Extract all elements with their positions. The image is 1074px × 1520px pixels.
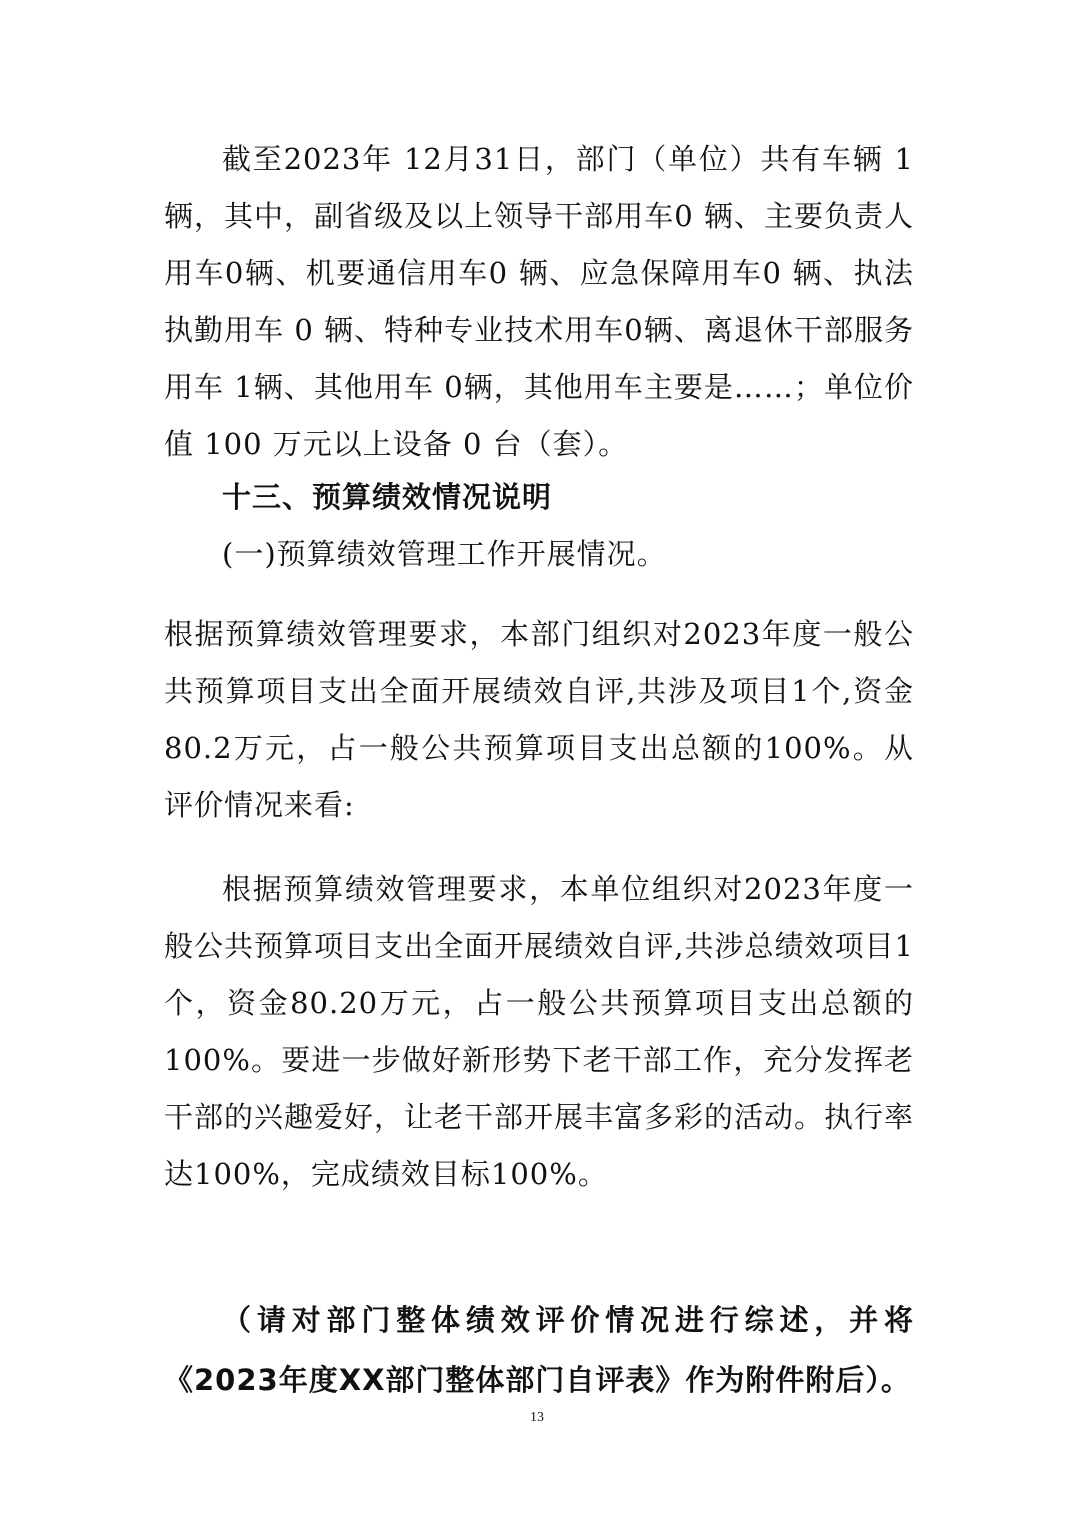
- vehicles-paragraph: 截至2023年 12月31日，部门（单位）共有车辆 1辆，其中，副省级及以上领导干部用车0 辆、主要负责人用车0辆、机要通信用车0 辆、应急保障用车0 辆、执法执勤用车 0 辆、特种专业技术用车0辆、离退休干部服务用车 1辆、其他用车 0辆，其他用车主要是……；单位价值 100 万元以上设备 0 台（套）。: [164, 142, 914, 461]
- subsection-heading: (一)预算绩效管理工作开展情况。: [222, 537, 667, 571]
- evaluation-note: （请对部门整体绩效评价情况进行综述，并将《2023年度XX部门整体部门自评表》作为附件附后）。: [164, 1303, 914, 1397]
- page-number: 13: [530, 1410, 544, 1425]
- unit-paragraph: 根据预算绩效管理要求，本单位组织对2023年度一般公共预算项目支出全面开展绩效自评,共涉总绩效项目1个，资金80.20万元，占一般公共预算项目支出总额的100%。要进一步做好新形势下老干部工作，充分发挥老干部的兴趣爱好，让老干部开展丰富多彩的活动。执行率达100%，完成绩效目标100%。: [164, 872, 915, 1191]
- department-paragraph: 根据预算绩效管理要求，本部门组织对2023年度一般公共预算项目支出全面开展绩效自评,共涉及项目1个,资金80.2万元，占一般公共预算项目支出总额的100%。从评价情况来看:: [164, 617, 914, 822]
- section-heading: 十三、预算绩效情况说明: [222, 480, 553, 514]
